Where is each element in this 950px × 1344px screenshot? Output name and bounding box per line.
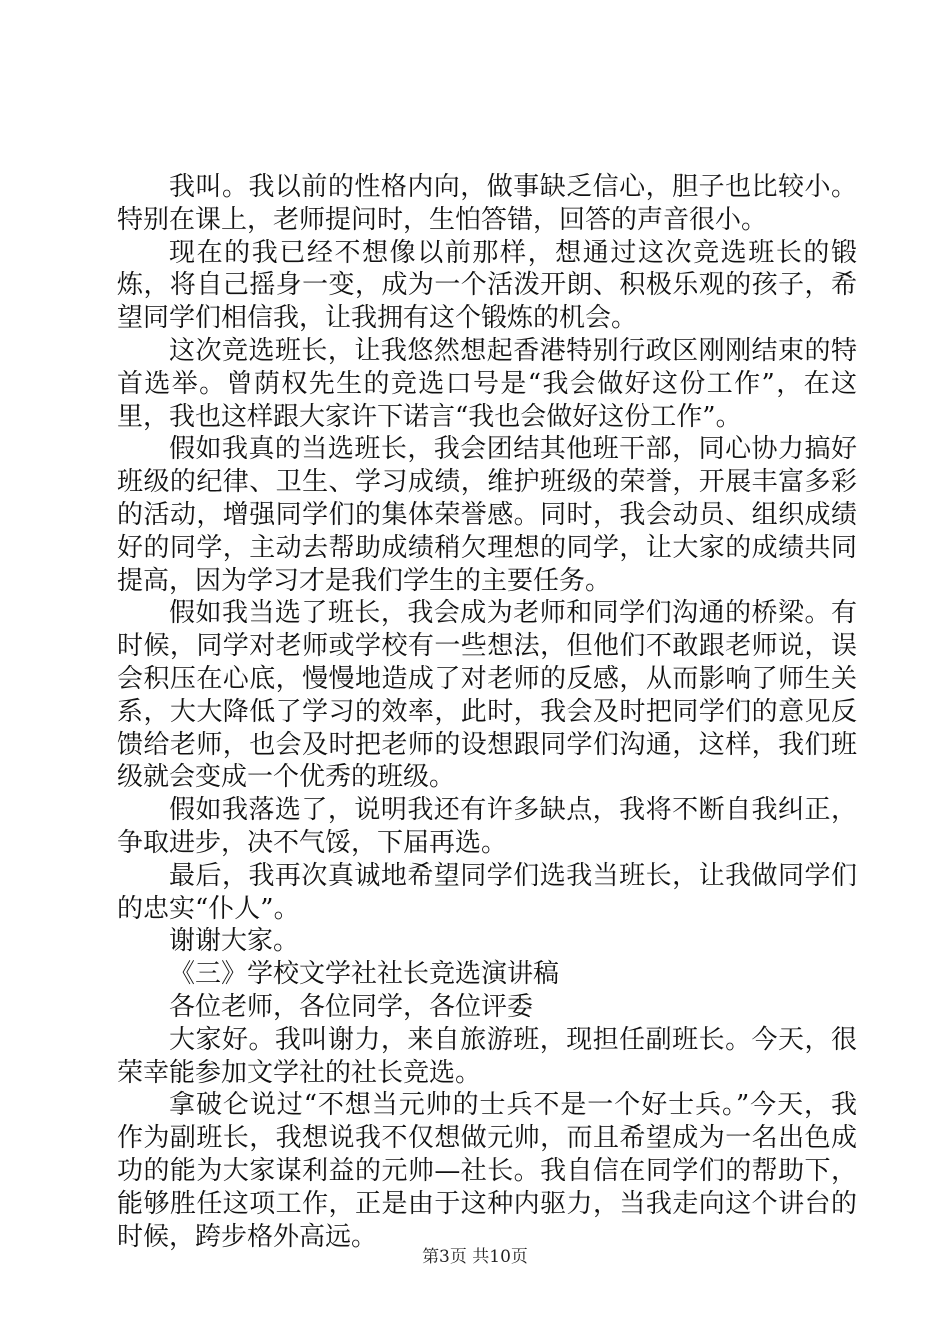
document-body [117, 171, 857, 1253]
paragraph-4: 假如我真的当选班长，我会团结其他班干部，同心协力搞好班级的纪律、卫生、学习成绩，维护班级的荣誉，开展丰富多彩的活动，增强同学们的集体荣誉感。同时，我会动员、组织成绩好的同学，主动去帮助成绩稍欠理想的同学，让大家的成绩共同提高，因为学习才是我们学生的主要任务。 [117, 434, 857, 596]
paragraph-5: 假如我当选了班长，我会成为老师和同学们沟通的桥梁。有时候，同学对老师或学校有一些想法，但他们不敢跟老师说，误会积压在心底，慢慢地造成了对老师的反感，从而影响了师生关系，大大降低了学习的效率，此时，我会及时把同学们的意见反馈给老师，也会及时把老师的设想跟同学们沟通，这样，我们班级就会变成一个优秀的班级。 [117, 598, 857, 793]
paragraph-1: 我叫。我以前的性格内向，做事缺乏信心，胆子也比较小。特别在课上，老师提问时，生怕答错，回答的声音很小。 [117, 172, 857, 235]
paragraph-3: 这次竞选班长，让我悠然想起香港特别行政区刚刚结束的特首选举。曾荫权先生的竞选口号是“我会做好这份工作”，在这里，我也这样跟大家许下诺言“我也会做好这份工作”。 [117, 335, 857, 432]
paragraph-11: 大家好。我叫谢力，来自旅游班，现担任副班长。今天，很荣幸能参加文学社的社长竞选。 [117, 1024, 857, 1088]
paragraph-12: 拿破仑说过“不想当元帅的士兵不是一个好士兵。”今天，我作为副班长，我想说我不仅想做元帅，而且希望成为一名出色成功的能为大家谋利益的元帅—社长。我自信在同学们的帮助下，能够胜任这项工作，正是由于这种内驱力，当我走向这个讲台的时候，跨步格外高远。 [117, 1090, 857, 1252]
paragraph-8: 谢谢大家。 [169, 926, 300, 957]
paragraph-2: 现在的我已经不想像以前那样，想通过这次竞选班长的锻炼，将自己摇身一变，成为一个活泼开朗、积极乐观的孩子，希望同学们相信我，让我拥有这个锻炼的机会。 [117, 237, 857, 334]
paragraph-6: 假如我落选了，说明我还有许多缺点，我将不断自我纠正，争取进步，决不气馁，下届再选。 [117, 795, 857, 858]
paragraph-7: 最后，我再次真诚地希望同学们选我当班长，让我做同学们的忠实“仆人”。 [117, 860, 857, 924]
section-heading: 《三》学校文学社社长竞选演讲稿 [169, 959, 560, 990]
salutation: 各位老师，各位同学，各位评委 [169, 991, 534, 1022]
page-footer: 第3页 共10页 [422, 1247, 528, 1267]
